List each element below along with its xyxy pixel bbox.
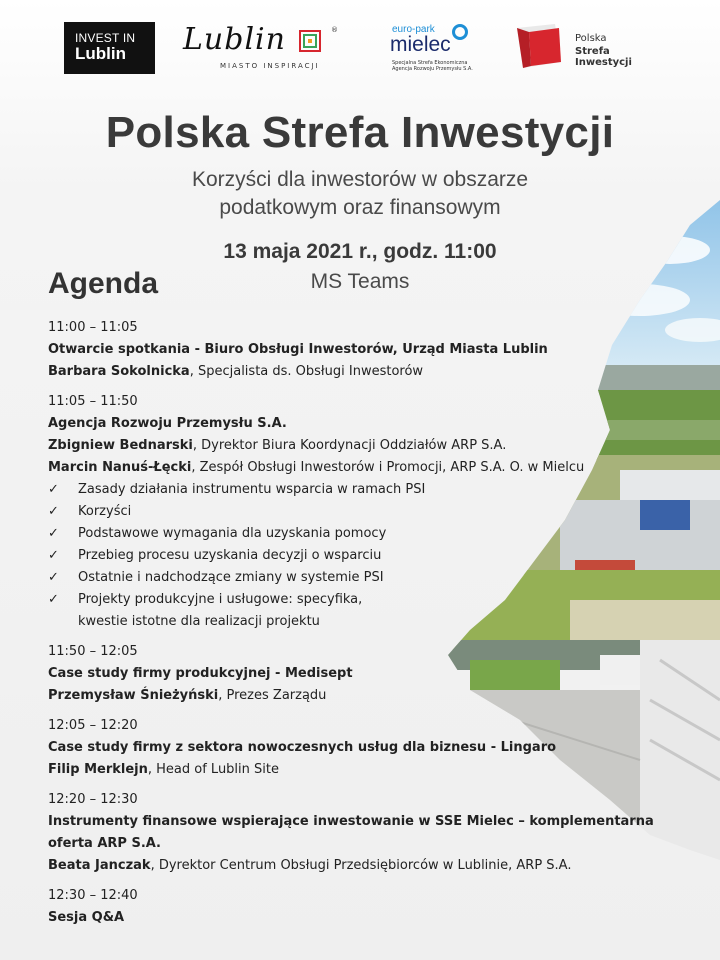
page-title: Polska Strefa Inwestycji: [105, 108, 615, 157]
agenda-item: [48, 641, 648, 707]
checkmark-icon: ✓: [48, 504, 59, 519]
checklist-text: Korzyści: [78, 504, 132, 519]
agenda-list: [48, 317, 654, 937]
speaker-role: , Zespół Obsługi Inwestorów i Promocji, ARP S.A. O. w Mielcu: [191, 460, 585, 475]
checkmark-icon: ✓: [48, 592, 59, 607]
checkmark-icon: ✓: [48, 570, 59, 585]
lublin-logo-word: Lublin: [183, 22, 286, 57]
speaker-role: , Dyrektor Biura Koordynacji Oddziałów ARP S.A.: [192, 438, 507, 453]
speaker-name: Marcin Nanuś-Łęcki: [48, 460, 192, 475]
agenda-topic: Instrumenty finansowe wspierające inwestowanie w SSE Mielec – komplementarna: [48, 814, 654, 829]
agenda-topic: Otwarcie spotkania - Biuro Obsługi Inwestorów, Urząd Miasta Lublin: [48, 342, 548, 357]
checklist-text: Projekty produkcyjne i usługowe: specyfika,: [78, 592, 363, 607]
invest-logo-line1: INVEST IN: [75, 31, 136, 45]
speaker-name: Przemysław Śnieżyński: [48, 688, 219, 703]
agenda-time: 11:05 – 11:50: [48, 394, 138, 409]
invest-logo-line2: Lublin: [75, 44, 126, 63]
checklist-text: Podstawowe wymagania dla uzyskania pomocy: [78, 526, 387, 541]
event-date: 13 maja 2021 r., godz. 11:00: [223, 240, 497, 263]
checkmark-icon: ✓: [48, 548, 59, 563]
speaker-name: Filip Merklejn: [48, 762, 148, 777]
checkmark-icon: ✓: [48, 526, 59, 541]
checklist-item: [48, 545, 648, 567]
checklist-item: [48, 501, 648, 523]
agenda-speaker: [48, 435, 648, 457]
agenda-heading: Agenda: [48, 267, 159, 300]
agenda-topic: Case study firmy produkcyjnej - Medisept: [48, 666, 353, 681]
agenda-topic: Agencja Rozwoju Przemysłu S.A.: [48, 416, 287, 431]
speaker-name: Beata Janczak: [48, 858, 151, 873]
agenda-item: [48, 789, 654, 877]
agenda-time: 12:05 – 12:20: [48, 718, 138, 733]
agenda-speaker: [48, 361, 648, 383]
checklist-item: [48, 523, 648, 545]
agenda-item: [48, 391, 648, 633]
lublin-logo-tagline: MIASTO INSPIRACJI: [220, 62, 320, 70]
agenda-speaker: [48, 855, 648, 877]
lublin-registered-mark: ®: [331, 26, 338, 34]
checklist-item: [48, 479, 648, 501]
speaker-role: , Specjalista ds. Obsługi Inwestorów: [189, 364, 424, 379]
invest-in-lublin-logo: [64, 22, 155, 74]
agenda-time: 12:20 – 12:30: [48, 792, 138, 807]
agenda-topic-continued: oferta ARP S.A.: [48, 836, 161, 851]
agenda-speaker: [48, 759, 648, 781]
mielec-logo-sub2: Agencja Rozwoju Przemysłu S.A.: [392, 66, 473, 72]
agenda-item: [48, 715, 648, 781]
agenda-time: 12:30 – 12:40: [48, 888, 138, 903]
euro-park-mielec-logo: [388, 22, 484, 74]
checklist-text: kwestie istotne dla realizacji projektu: [78, 614, 320, 629]
checklist-text: Zasady działania instrumentu wsparcia w ramach PSI: [78, 482, 426, 497]
speaker-name: Zbigniew Bednarski: [48, 438, 193, 453]
mielec-logo-name: mielec: [390, 33, 451, 56]
event-platform: MS Teams: [310, 270, 410, 293]
mielec-ring-icon: [452, 24, 468, 40]
subtitle-line1: Korzyści dla inwestorów w obszarze: [191, 168, 529, 191]
psi-logo-line2: Strefa Inwestycji: [575, 46, 632, 68]
checklist-text: Przebieg procesu uzyskania decyzji o wsparciu: [78, 548, 382, 563]
speaker-name: Barbara Sokolnicka: [48, 364, 190, 379]
psi-mark-icon: [515, 22, 563, 70]
agenda-time: 11:00 – 11:05: [48, 320, 138, 335]
lublin-mark-icon: [299, 30, 321, 52]
speaker-role: , Prezes Zarządu: [218, 688, 327, 703]
agenda-item: [48, 317, 648, 383]
agenda-item: [48, 885, 648, 929]
logo-bar: [0, 0, 720, 92]
agenda-topic: Case study firmy z sektora nowoczesnych usług dla biznesu - Lingaro: [48, 740, 557, 755]
lublin-logo: [183, 24, 343, 76]
mielec-logo-sub1: Specjalna Strefa Ekonomiczna: [392, 60, 468, 66]
agenda-checklist: [48, 479, 648, 633]
psi-logo-line1: Polska: [575, 33, 607, 44]
polska-strefa-inwestycji-logo: [515, 22, 665, 72]
agenda-speaker: [48, 457, 648, 479]
agenda-topic: Sesja Q&A: [48, 910, 125, 925]
mielec-logo-top: euro-park: [392, 24, 435, 35]
checkmark-icon: ✓: [48, 482, 59, 497]
checklist-item: [48, 589, 648, 611]
checklist-text: Ostatnie i nadchodzące zmiany w systemie PSI: [78, 570, 384, 585]
agenda-speaker: [48, 685, 648, 707]
checklist-item: [48, 611, 648, 633]
checklist-item: [48, 567, 648, 589]
speaker-role: , Head of Lublin Site: [147, 762, 279, 777]
speaker-role: , Dyrektor Centrum Obsługi Przedsiębiorców w Lublinie, ARP S.A.: [150, 858, 572, 873]
subtitle-line2: podatkowym oraz finansowym: [219, 196, 501, 219]
agenda-time: 11:50 – 12:05: [48, 644, 138, 659]
